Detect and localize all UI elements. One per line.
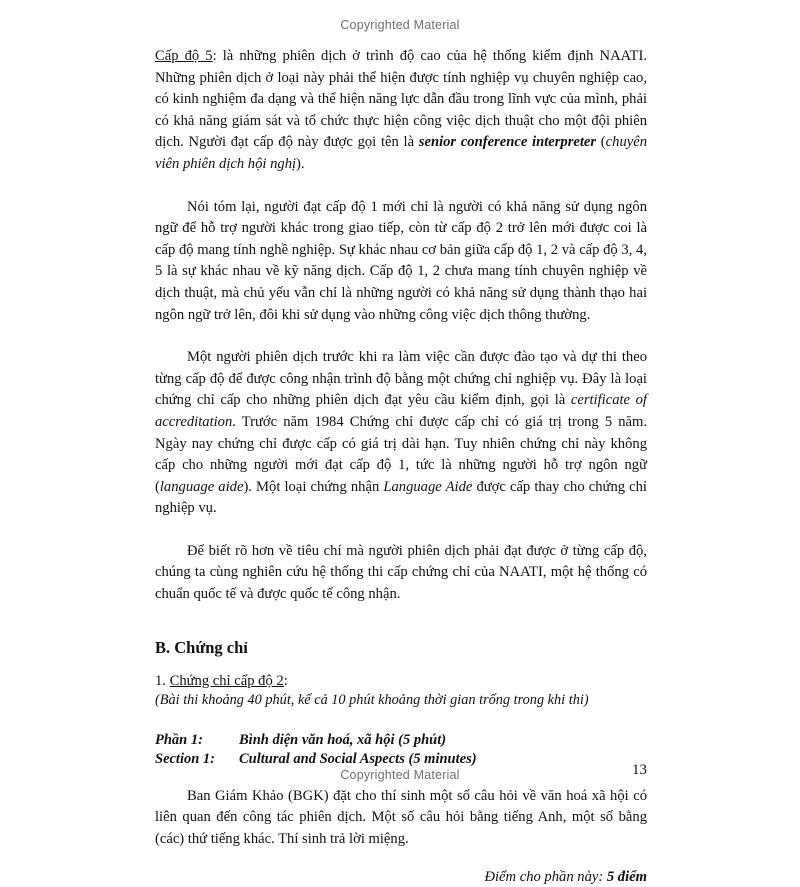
accreditation-term: certificate of accreditation — [155, 392, 647, 430]
score-value: 5 điểm — [606, 869, 647, 886]
page-body — [155, 46, 647, 887]
subsection-number: 1. — [155, 672, 170, 689]
subsection-note: (Bài thi khoảng 40 phút, kể cả 10 phút khoảng thời gian trống trong khi thi) — [155, 691, 589, 708]
paragraph-summary: Nói tóm lại, người đạt cấp độ 1 mới chỉ là người có khả năng sử dụng ngôn ngữ để hỗ trợ người khác trong giao tiếp, còn từ cấp độ 2 trở lên mới được coi là cấp độ mang tính nghề nghiệp. Sự khác nhau cơ bản giữa cấp độ 1, 2 và cấp độ 3, 4, 5 là sự khác nhau về kỹ năng dịch. Cấp độ 1, 2 chưa mang tính chuyên nghiệp về dịch thuật, mà chủ yếu vẫn chỉ là những người có khả năng sử dụng thành thạo hai ngôn ngữ trở lên, đôi khi sử dụng vào những công việc dịch thông thường. — [155, 198, 647, 323]
text-fragment: . Trước năm 1984 Chứng chỉ được cấp chỉ có giá trị trong 5 năm. Ngày nay chứng chỉ được cấp có giá trị dài hạn. Tuy nhiên chứng chỉ này không cấp cho những người mới đạt cấp độ 1, tức là những người hỗ trợ ngôn ngữ ( — [155, 413, 647, 495]
text-fragment: ). Một loại chứng nhận — [243, 478, 384, 495]
text-fragment: : — [283, 672, 288, 689]
part-1-vi — [155, 731, 647, 750]
section-1-en — [155, 750, 647, 769]
paragraph-exam-board: Ban Giám Khảo (BGK) đặt cho thí sinh một số câu hỏi về văn hoá xã hội có liên quan đến công tác phiên dịch. Một số câu hỏi bằng tiếng Anh, một số bằng (các) thứ tiếng khác. Thí sinh trả lời miệng. — [155, 787, 647, 847]
text-fragment: ). — [296, 155, 305, 172]
section-score — [155, 867, 647, 887]
section-1-label: Section 1: — [155, 750, 216, 767]
part-1-label: Phần 1: — [155, 731, 203, 748]
level-5-label: Cấp độ 5 — [155, 48, 213, 64]
text-fragment: được cấp thay cho chứng chỉ nghiệp vụ. — [155, 478, 647, 517]
section-1-title: Cultural and Social Aspects (5 minutes) — [239, 750, 477, 767]
text-fragment: ( — [596, 134, 606, 151]
paragraph-level-5 — [155, 46, 647, 176]
text-fragment: Một người phiên dịch trước khi ra làm việc cần được đào tạo và dự thi theo từng cấp độ để được công nhận trình độ bằng một chứng chỉ nghiệp vụ. Đây là loại chứng chỉ cấp cho những phiên dịch đạt yêu cầu kiểm định, gọi là — [155, 349, 647, 409]
paragraph-certificate — [155, 347, 647, 520]
page-number: 13 — [632, 762, 647, 778]
senior-interpreter-term-vi: chuyên viên phiên dịch hội nghị — [155, 134, 647, 172]
language-aide-term: language aide — [159, 478, 244, 495]
subsection-title — [155, 672, 647, 691]
level-5-text: : là những phiên dịch ở trình độ cao của hệ thống kiểm định NAATI. Những phiên dịch ở loại này phải thể hiện được tính nghiệp vụ chuyên nghiệp cao, có kinh nghiệm đa dạng và thể hiện năng lực dẫn đầu trong lĩnh vực của mình, phải có khả năng giám sát và tổ chức thực hiện công việc dịch thuật cho một đội phiên dịch. Người đạt cấp độ này được gọi tên là — [155, 48, 647, 151]
copyright-watermark-top: Copyrighted Material — [340, 18, 460, 32]
senior-interpreter-term: senior conference interpreter — [418, 134, 597, 151]
section-heading: B. Chứng chỉ — [155, 637, 248, 657]
part-1-title: Bình diện văn hoá, xã hội (5 phút) — [239, 731, 447, 748]
copyright-watermark-bottom: Copyrighted Material — [340, 768, 460, 782]
language-aide-cert-term: Language Aide — [383, 478, 473, 495]
score-label: Điểm cho phần này: — [484, 869, 607, 886]
subsection-title-text: Chứng chỉ cấp độ 2 — [169, 672, 284, 689]
paragraph-naati-system: Để biết rõ hơn về tiêu chí mà người phiên dịch phải đạt được ở từng cấp độ, chúng ta cùng nghiên cứu hệ thống thi cấp chứng chỉ của NAATI, một hệ thống có chuẩn quốc tế và được quốc tế công nhận. — [155, 542, 647, 603]
